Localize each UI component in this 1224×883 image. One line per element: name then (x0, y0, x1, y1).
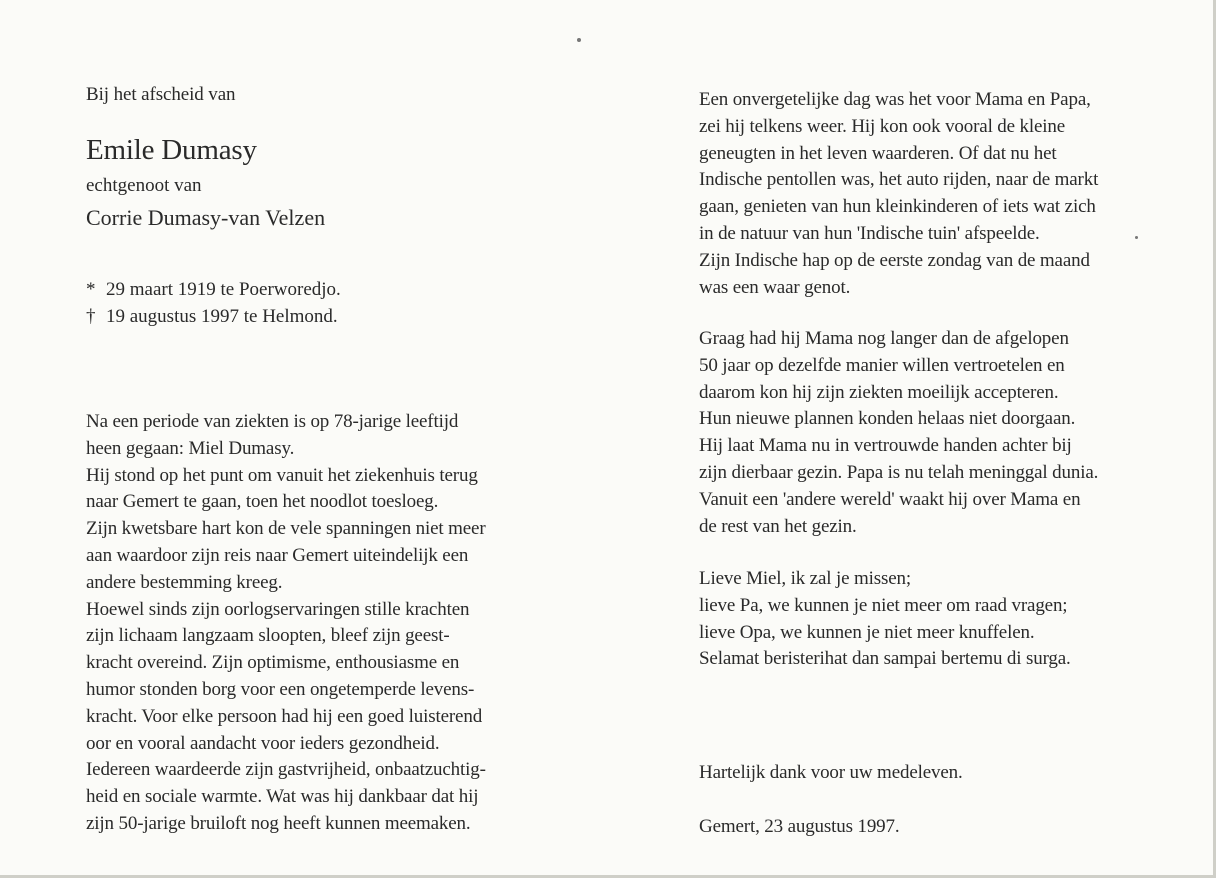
paper-speck (1135, 236, 1138, 239)
text-line: kracht overeind. Zijn optimisme, enthousiasme en (86, 652, 460, 674)
text-line: Hoewel sinds zijn oorlogservaringen stille krachten (86, 598, 470, 620)
text-line: in de natuur van hun 'Indische tuin' afspeelde. (699, 222, 1040, 244)
birth-symbol: * (86, 279, 96, 300)
text-line: Een onvergetelijke dag was het voor Mama en Papa, (699, 89, 1091, 110)
text-line: Graag had hij Mama nog langer dan de afgelopen (699, 328, 1069, 349)
text-line: was een waar genot. (699, 276, 851, 298)
text-line: andere bestemming kreeg. (86, 571, 283, 593)
text-line: Selamat beristerihat dan sampai bertemu di surga. (699, 648, 1071, 670)
text-line: naar Gemert te gaan, toen het noodlot toesloeg. (86, 491, 439, 513)
obituary-text (86, 409, 486, 838)
text-line: aan waardoor zijn reis naar Gemert uiteindelijk een (86, 544, 469, 566)
text-line: zei hij telkens weer. Hij kon ook vooral de kleine (699, 115, 1066, 137)
spouse-label: echtgenoot van (86, 175, 202, 196)
text-line: Na een periode van ziekten is op 78-jarige leeftijd (86, 411, 459, 432)
thanks-line: Hartelijk dank voor uw medeleven. (699, 762, 963, 783)
text-line: Hun nieuwe plannen konden helaas niet doorgaan. (699, 408, 1076, 430)
spouse-name: Corrie Dumasy-van Velzen (86, 205, 326, 230)
text-line: Zijn kwetsbare hart kon de vele spanningen niet meer (86, 518, 486, 540)
farewell-paragraph (699, 566, 1071, 673)
paper-speck (577, 38, 581, 42)
life-dates (86, 276, 341, 330)
text-line: oor en vooral aandacht voor ieders gezondheid. (86, 732, 440, 754)
text-line: humor stonden borg voor een ongetemperde levens- (86, 678, 475, 700)
birth-line (86, 276, 341, 303)
text-line: Lieve Miel, ik zal je missen; (699, 568, 911, 589)
text-line: geneugten in het leven waarderen. Of dat nu het (699, 142, 1057, 164)
intro-text: Bij het afscheid van (86, 84, 236, 105)
place-date-line: Gemert, 23 augustus 1997. (699, 816, 900, 837)
text-line: Indische pentollen was, het auto rijden, naar de markt (699, 169, 1099, 191)
text-line: heid en sociale warmte. Wat was hij dankbaar dat hij (86, 786, 479, 808)
death-line (86, 303, 341, 330)
text-line: heen gegaan: Miel Dumasy. (86, 437, 295, 459)
text-line: lieve Pa, we kunnen je niet meer om raad vragen; (699, 594, 1068, 616)
thanks-text (699, 760, 963, 787)
memory-paragraph (699, 87, 1098, 301)
text-line: Zijn Indische hap op de eerste zondag van de maand (699, 249, 1090, 271)
text-line: kracht. Voor elke persoon had hij een goed luisterend (86, 705, 483, 727)
text-line: Vanuit een 'andere wereld' waakt hij over Mama en (699, 488, 1081, 510)
family-paragraph (699, 326, 1098, 540)
text-line: gaan, genieten van hun kleinkinderen of iets wat zich (699, 196, 1096, 218)
deceased-name: Emile Dumasy (86, 134, 257, 166)
birth-date: 29 maart 1919 te Poerworedjo. (106, 279, 341, 300)
text-line: 50 jaar op dezelfde manier willen vertroetelen en (699, 354, 1065, 376)
text-line: daarom kon hij zijn ziekten moeilijk accepteren. (699, 381, 1059, 403)
text-line: Hij stond op het punt om vanuit het ziekenhuis terug (86, 464, 478, 486)
death-symbol: † (86, 306, 96, 327)
place-date (699, 814, 899, 841)
text-line: de rest van het gezin. (699, 515, 857, 537)
text-line: zijn lichaam langzaam sloopten, bleef zijn geest- (86, 625, 450, 647)
text-line: Hij laat Mama nu in vertrouwde handen achter bij (699, 435, 1072, 457)
text-line: lieve Opa, we kunnen je niet meer knuffelen. (699, 621, 1035, 643)
text-line: zijn 50-jarige bruiloft nog heeft kunnen meemaken. (86, 812, 471, 834)
text-line: Iedereen waardeerde zijn gastvrijheid, onbaatzuchtig- (86, 759, 486, 781)
text-line: zijn dierbaar gezin. Papa is nu telah meninggal dunia. (699, 461, 1099, 483)
death-date: 19 augustus 1997 te Helmond. (106, 306, 338, 327)
